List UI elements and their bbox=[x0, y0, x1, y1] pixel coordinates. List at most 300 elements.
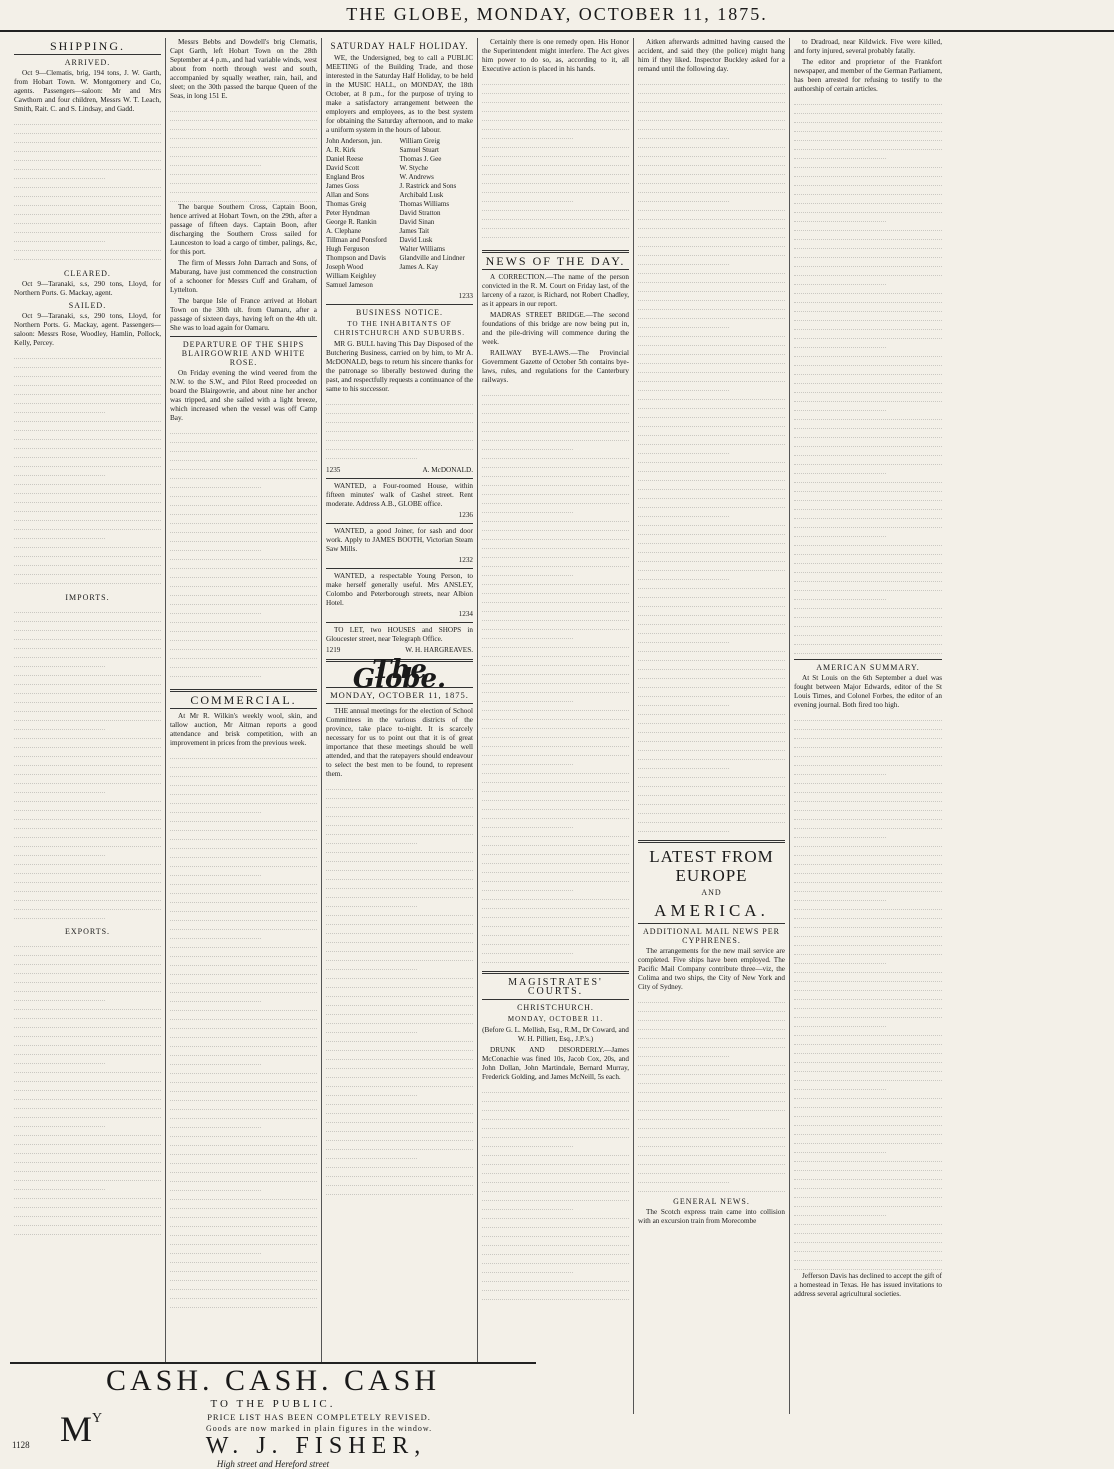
text-line bbox=[170, 1092, 317, 1101]
text-line bbox=[170, 1173, 317, 1182]
text-line bbox=[14, 1199, 161, 1208]
court-continued: Aitken afterwards admitted having caused the accident, and said they (the police) might hang him if they liked. Inspector Buckley asked for a remand until the following day. bbox=[638, 38, 785, 73]
text-line bbox=[170, 876, 317, 885]
text-line bbox=[638, 1003, 785, 1012]
text-line bbox=[638, 535, 785, 544]
divider bbox=[482, 999, 629, 1000]
text-line bbox=[170, 759, 317, 768]
signatory-name: Walter Williams bbox=[399, 245, 445, 253]
divider bbox=[482, 269, 629, 270]
text-line bbox=[326, 1087, 417, 1096]
text-line bbox=[794, 910, 942, 919]
text-line bbox=[638, 463, 785, 472]
text-line bbox=[638, 400, 785, 409]
text-line bbox=[794, 402, 886, 411]
text-line bbox=[326, 1132, 473, 1141]
text-line bbox=[482, 441, 573, 450]
signatories-right bbox=[400, 137, 474, 290]
signatories-left bbox=[326, 137, 400, 290]
text-line bbox=[482, 229, 629, 238]
text-line bbox=[794, 775, 942, 784]
text-line bbox=[794, 222, 942, 231]
text-line bbox=[14, 739, 161, 748]
text-line bbox=[794, 802, 942, 811]
text-line bbox=[638, 283, 785, 292]
text-line bbox=[170, 1020, 317, 1029]
text-line bbox=[638, 1093, 785, 1102]
text-line bbox=[794, 1216, 942, 1225]
text-line bbox=[482, 193, 573, 202]
text-line bbox=[794, 856, 942, 865]
text-line bbox=[326, 898, 417, 907]
shipping-exports-body bbox=[14, 938, 161, 1238]
text-line bbox=[794, 784, 942, 793]
text-line bbox=[794, 748, 942, 757]
text-line bbox=[482, 828, 629, 837]
text-line bbox=[326, 817, 473, 826]
divider bbox=[326, 478, 473, 479]
text-line bbox=[14, 224, 161, 233]
text-line bbox=[170, 1002, 317, 1011]
text-line bbox=[638, 499, 785, 508]
shipping-imports-body bbox=[14, 604, 161, 924]
text-line bbox=[638, 274, 785, 283]
text-line bbox=[794, 964, 942, 973]
text-line bbox=[482, 94, 629, 103]
text-line bbox=[14, 1037, 161, 1046]
text-line bbox=[14, 721, 105, 730]
divider bbox=[14, 54, 161, 55]
business-signer: A. McDONALD. bbox=[422, 466, 473, 474]
text-line bbox=[326, 835, 417, 844]
text-line bbox=[326, 1123, 473, 1132]
text-line bbox=[326, 1033, 473, 1042]
text-line bbox=[170, 867, 261, 876]
text-line bbox=[638, 562, 785, 571]
text-line bbox=[482, 720, 629, 729]
text-line bbox=[14, 125, 161, 134]
text-line bbox=[482, 756, 573, 765]
text-line bbox=[326, 952, 473, 961]
text-line bbox=[482, 1264, 573, 1273]
text-line bbox=[638, 508, 729, 517]
text-line bbox=[482, 486, 629, 495]
text-line bbox=[170, 1011, 317, 1020]
text-line bbox=[638, 94, 785, 103]
text-line bbox=[170, 605, 261, 614]
text-line bbox=[14, 170, 105, 179]
text-line bbox=[482, 1129, 629, 1138]
text-line bbox=[794, 114, 942, 123]
text-line bbox=[14, 613, 161, 622]
text-line bbox=[170, 1110, 317, 1119]
text-line bbox=[326, 1042, 473, 1051]
text-line bbox=[482, 1111, 629, 1120]
latest-and: AND bbox=[701, 888, 722, 897]
text-line bbox=[794, 285, 942, 294]
text-line bbox=[482, 882, 573, 891]
text-line bbox=[794, 1036, 942, 1045]
text-line bbox=[14, 685, 161, 694]
text-line bbox=[794, 901, 942, 910]
text-line bbox=[794, 1162, 942, 1171]
text-line bbox=[170, 957, 317, 966]
text-line bbox=[482, 765, 629, 774]
text-line bbox=[794, 838, 942, 847]
commercial-title: COMMERCIAL. bbox=[190, 693, 297, 707]
text-line bbox=[170, 623, 317, 632]
text-line bbox=[638, 481, 785, 490]
leader-text: THE annual meetings for the election of School Committees in the various districts of the province, take place to-night. It is scarcely necessary for us to point out that it is of great importance that these meetings should be well attended, and that the ratepayers should endeavour to select the best men to be found, to represent them. bbox=[326, 707, 473, 778]
text-line bbox=[326, 414, 473, 423]
text-line bbox=[794, 1045, 942, 1054]
text-line bbox=[482, 522, 629, 531]
text-line bbox=[170, 524, 317, 533]
text-line bbox=[638, 454, 785, 463]
magistrates-title: MAGISTRATES' COURTS. bbox=[508, 977, 603, 997]
text-line bbox=[482, 432, 629, 441]
divider bbox=[326, 568, 473, 569]
text-line bbox=[638, 157, 785, 166]
text-line bbox=[638, 706, 785, 715]
text-line bbox=[482, 1291, 629, 1300]
cash-heading: CASH. CASH. CASH bbox=[105, 1364, 441, 1397]
text-line bbox=[482, 783, 629, 792]
text-line bbox=[638, 202, 785, 211]
cleared-heading: CLEARED. bbox=[64, 269, 111, 278]
text-line bbox=[482, 1183, 629, 1192]
text-line bbox=[14, 766, 161, 775]
text-line bbox=[638, 679, 785, 688]
text-line bbox=[482, 477, 629, 486]
text-line bbox=[170, 813, 317, 822]
text-line bbox=[794, 465, 886, 474]
signatory-name: Joseph Wood bbox=[326, 263, 364, 271]
wanted-joiner-ad: WANTED, a good Joiner, for sash and door work. Apply to JAMES BOOTH, Victorian Steam Saw Mills. bbox=[326, 527, 473, 553]
text-line bbox=[14, 1082, 161, 1091]
text-line bbox=[14, 947, 161, 956]
sailed-heading: SAILED. bbox=[68, 301, 107, 310]
divider bbox=[170, 689, 317, 692]
text-line bbox=[794, 865, 942, 874]
text-line bbox=[482, 1246, 629, 1255]
text-line bbox=[794, 766, 886, 775]
text-line bbox=[794, 339, 886, 348]
column-five bbox=[634, 38, 790, 1414]
text-line bbox=[14, 658, 105, 667]
text-line bbox=[326, 970, 473, 979]
text-line bbox=[794, 510, 942, 519]
text-line bbox=[170, 587, 317, 596]
text-line bbox=[14, 1118, 105, 1127]
text-line bbox=[794, 150, 886, 159]
text-line bbox=[638, 805, 785, 814]
text-line bbox=[14, 485, 161, 494]
text-line bbox=[14, 1208, 161, 1217]
signatory-name: David Scott bbox=[326, 164, 360, 172]
text-line bbox=[14, 188, 161, 197]
text-line bbox=[170, 903, 317, 912]
text-line bbox=[14, 811, 161, 820]
text-line bbox=[638, 103, 785, 112]
divider bbox=[638, 840, 785, 843]
text-line bbox=[14, 1091, 161, 1100]
text-line bbox=[14, 1046, 161, 1055]
text-line bbox=[794, 366, 942, 375]
text-line bbox=[482, 1102, 629, 1111]
text-line bbox=[794, 712, 942, 721]
text-line bbox=[638, 778, 785, 787]
text-line bbox=[14, 1190, 161, 1199]
text-line bbox=[170, 912, 317, 921]
text-line bbox=[482, 801, 629, 810]
text-line bbox=[14, 649, 161, 658]
text-line bbox=[794, 312, 942, 321]
text-line bbox=[638, 742, 785, 751]
text-line bbox=[794, 730, 942, 739]
text-line bbox=[14, 676, 161, 685]
text-line bbox=[638, 1183, 785, 1192]
text-line bbox=[170, 139, 317, 148]
text-line bbox=[638, 1138, 785, 1147]
text-line bbox=[326, 1141, 473, 1150]
text-line bbox=[170, 858, 317, 867]
signatory-name: Archibald Lusk bbox=[399, 191, 444, 199]
text-line bbox=[794, 1117, 942, 1126]
text-line bbox=[14, 703, 161, 712]
general-news-text: The Scotch express train came into collision with an excursion train from Morecombe bbox=[638, 1208, 785, 1225]
text-line bbox=[482, 1174, 629, 1183]
text-line bbox=[638, 553, 785, 562]
text-line bbox=[482, 103, 629, 112]
text-line bbox=[638, 733, 785, 742]
text-line bbox=[794, 1099, 942, 1108]
text-line bbox=[14, 938, 161, 947]
text-line bbox=[482, 819, 573, 828]
divider bbox=[326, 622, 473, 623]
fisher-advertisement bbox=[10, 1362, 536, 1469]
text-line bbox=[482, 810, 629, 819]
text-line bbox=[638, 1111, 729, 1120]
text-line bbox=[638, 1039, 785, 1048]
text-line bbox=[482, 468, 629, 477]
schooner-report: The firm of Messrs John Darrach and Sons, of Maburang, have just commenced the construction of a schooner for Messrs Cuff and Graham, of Lyttelton. bbox=[170, 259, 317, 294]
text-line bbox=[794, 411, 942, 420]
text-line bbox=[170, 560, 317, 569]
text-line bbox=[170, 948, 317, 957]
text-line bbox=[482, 612, 629, 621]
text-line bbox=[170, 1245, 261, 1254]
text-line bbox=[170, 993, 261, 1002]
text-line bbox=[326, 961, 417, 970]
sailed-text: Oct 9—Taranaki, s.s, 290 tons, Lloyd, for Northern Ports. G. Mackay, agent. Passengers—saloon: Messrs Rose, Woodley, Hamlin, Pollock, Kelly, Percey. bbox=[14, 312, 161, 347]
text-line bbox=[638, 796, 785, 805]
text-line bbox=[482, 459, 629, 468]
wanted-person-number: 1234 bbox=[458, 610, 473, 618]
text-line bbox=[638, 1147, 785, 1156]
text-line bbox=[638, 211, 785, 220]
text-line bbox=[638, 1129, 785, 1138]
column-six bbox=[790, 38, 946, 1414]
shipping-title: SHIPPING. bbox=[49, 39, 125, 53]
to-let-signer: W. H. HARGREAVES. bbox=[405, 646, 473, 654]
american-text: At St Louis on the 6th September a duel was fought between Major Edwards, editor of the St Louis Times, and Colonel Forbes, the editor of an evening journal. Both fired too high. bbox=[794, 674, 942, 709]
text-line bbox=[326, 1069, 473, 1078]
text-line bbox=[794, 330, 942, 339]
news-body bbox=[482, 387, 629, 967]
text-line bbox=[638, 688, 785, 697]
text-line bbox=[482, 1237, 629, 1246]
europe-news-2: The editor and proprietor of the Frankfort newspaper, and member of the German Parliament, has been arrested for refusing to testify to the authorship of certain articles. bbox=[794, 58, 942, 93]
text-line bbox=[794, 447, 942, 456]
text-line bbox=[170, 1083, 317, 1092]
text-line bbox=[482, 666, 629, 675]
text-line bbox=[482, 675, 629, 684]
text-line bbox=[326, 1006, 473, 1015]
text-line bbox=[794, 627, 942, 636]
signatory-name: Samuel Stuart bbox=[399, 146, 439, 154]
text-line bbox=[170, 1191, 317, 1200]
text-line bbox=[638, 193, 729, 202]
divider bbox=[326, 703, 473, 704]
text-line bbox=[14, 116, 161, 125]
signatory-name: Glandville and Lindner bbox=[399, 254, 465, 262]
text-line bbox=[170, 452, 317, 461]
text-line bbox=[482, 130, 573, 139]
text-line bbox=[170, 849, 317, 858]
text-line bbox=[170, 1164, 317, 1173]
text-line bbox=[14, 503, 161, 512]
text-line bbox=[794, 249, 942, 258]
text-line bbox=[794, 1135, 942, 1144]
text-line bbox=[170, 930, 261, 939]
text-line bbox=[482, 567, 573, 576]
text-line bbox=[14, 829, 161, 838]
text-line bbox=[14, 521, 161, 530]
europe-news-body bbox=[794, 96, 942, 656]
text-line bbox=[170, 184, 317, 193]
text-line bbox=[794, 1207, 886, 1216]
text-line bbox=[326, 396, 473, 405]
text-line bbox=[794, 1072, 942, 1081]
departure-body bbox=[170, 425, 317, 685]
text-line bbox=[482, 1138, 573, 1147]
text-line bbox=[638, 571, 729, 580]
signatory-name: Thomas Greig bbox=[326, 200, 367, 208]
text-line bbox=[794, 1198, 942, 1207]
text-line bbox=[794, 1189, 942, 1198]
text-line bbox=[638, 166, 785, 175]
text-line bbox=[482, 1120, 629, 1129]
text-line bbox=[794, 591, 886, 600]
text-line bbox=[794, 1054, 942, 1063]
text-line bbox=[794, 919, 942, 928]
text-line bbox=[170, 777, 317, 786]
text-line bbox=[638, 589, 785, 598]
text-line bbox=[170, 1074, 317, 1083]
shipping-sailed-body bbox=[14, 350, 161, 590]
text-line bbox=[326, 1015, 473, 1024]
signatory-name: James Goss bbox=[326, 182, 359, 190]
signatory-name: Thomas Williams bbox=[399, 200, 450, 208]
text-line bbox=[14, 512, 161, 521]
text-line bbox=[482, 792, 629, 801]
text-line bbox=[794, 1243, 942, 1252]
divider bbox=[170, 708, 317, 709]
text-line bbox=[638, 310, 785, 319]
text-line bbox=[14, 431, 161, 440]
half-holiday-text: WE, the Undersigned, beg to call a PUBLIC MEETING of the Building Trade, and those interested in the Saturday Half Holiday, to be held in the MUSIC HALL, on MONDAY, the 18th October, at 8 p.m., for the purpose of trying to make a satisfactory arrangement between the employers and employees, as to the best system for obtaining the Saturday afternoon, and to make a uniform system in the hours of labour. bbox=[326, 54, 473, 134]
text-line bbox=[482, 738, 629, 747]
text-line bbox=[326, 862, 473, 871]
business-signature bbox=[326, 466, 473, 475]
text-line bbox=[482, 175, 629, 184]
text-line bbox=[14, 901, 161, 910]
text-line bbox=[482, 846, 629, 855]
signatory-name: A. R. Kirk bbox=[326, 146, 356, 154]
text-line bbox=[482, 211, 629, 220]
text-line bbox=[794, 1063, 942, 1072]
text-line bbox=[794, 618, 942, 627]
text-line bbox=[638, 1165, 785, 1174]
magistrates-bench: (Before G. L. Mellish, Esq., R.M., Dr Coward, and W. H. Pilliett, Esq., J.P.'s.) bbox=[482, 1026, 629, 1043]
text-line bbox=[638, 1030, 785, 1039]
text-line bbox=[482, 504, 573, 513]
text-line bbox=[170, 1137, 317, 1146]
wanted-joiner-number: 1232 bbox=[458, 556, 473, 564]
text-line bbox=[638, 427, 785, 436]
signatory-name: James Tait bbox=[399, 227, 430, 235]
clematis-report: Messrs Bebbs and Dowdell's brig Clematis, Capt Garth, left Hobart Town on the 28th September at 4 p.m., and had variable winds, west about from north through west and south, accompanied by squally weather, rain, hail, and sleet; on the 30th passed the barque Queen of the Seas, in long 151 E. bbox=[170, 38, 317, 100]
text-line bbox=[170, 786, 317, 795]
signatory-name: Tillman and Ponsford bbox=[326, 236, 387, 244]
text-line bbox=[794, 1144, 886, 1153]
text-line bbox=[638, 373, 785, 382]
text-line bbox=[794, 438, 942, 447]
text-line bbox=[14, 784, 105, 793]
text-line bbox=[794, 793, 942, 802]
to-let-number: 1219 bbox=[326, 646, 341, 654]
text-line bbox=[170, 939, 317, 948]
text-line bbox=[638, 247, 785, 256]
text-line bbox=[638, 697, 729, 706]
arrived-heading: ARRIVED. bbox=[64, 58, 111, 67]
text-line bbox=[170, 659, 317, 668]
text-line bbox=[482, 184, 629, 193]
globe-dateline: MONDAY, OCTOBER 11, 1875. bbox=[330, 690, 469, 700]
text-line bbox=[638, 1174, 729, 1183]
text-line bbox=[794, 739, 942, 748]
text-line bbox=[482, 855, 629, 864]
text-line bbox=[170, 148, 317, 157]
price-line: PRICE LIST HAS BEEN COMPLETELY REVISED. bbox=[207, 1412, 431, 1422]
text-line bbox=[326, 1078, 473, 1087]
mail-text: The arrangements for the new mail service are completed. Five ships have been employed. The Pacific Mail Company contribute three—viz, the Colima and two ships, the City of New York and City of Sydney. bbox=[638, 947, 785, 991]
text-line bbox=[14, 820, 161, 829]
text-line bbox=[326, 997, 473, 1006]
text-line bbox=[170, 921, 317, 930]
text-line bbox=[326, 781, 473, 790]
text-line bbox=[326, 790, 473, 799]
text-line bbox=[638, 1156, 785, 1165]
text-line bbox=[170, 1209, 317, 1218]
text-line bbox=[482, 891, 629, 900]
commercial-body bbox=[170, 750, 317, 1310]
text-line bbox=[482, 121, 629, 130]
text-line bbox=[170, 479, 261, 488]
text-line bbox=[638, 382, 729, 391]
text-line bbox=[14, 1028, 161, 1037]
